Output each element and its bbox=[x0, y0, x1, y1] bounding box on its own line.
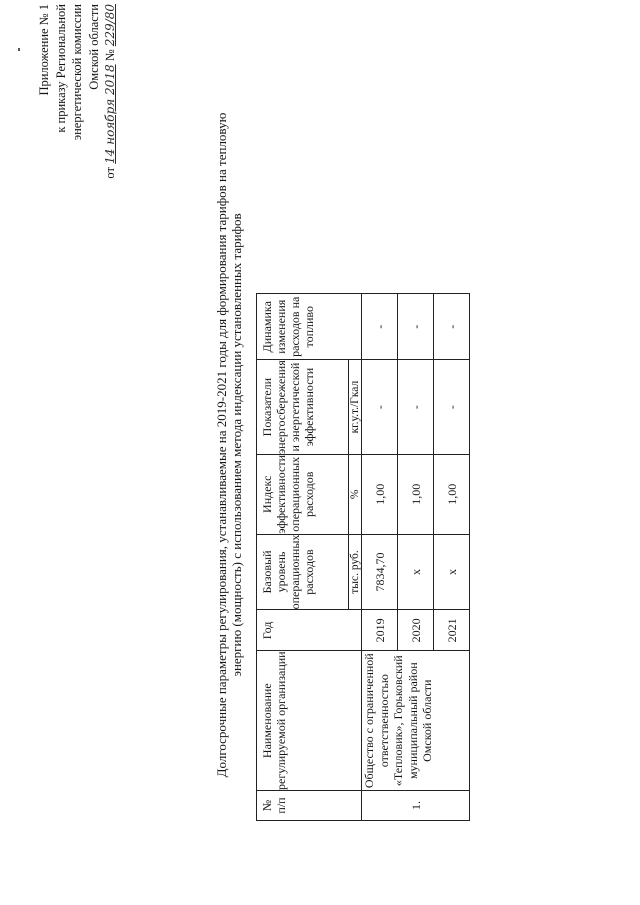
header-base-level: Базовый уровень операционных расходов bbox=[257, 534, 349, 610]
table-row bbox=[362, 294, 398, 821]
cell-efficiency-index: 1,00 bbox=[434, 454, 470, 534]
unit-efficiency-index: % bbox=[349, 454, 362, 534]
cell-efficiency-index: 1,00 bbox=[362, 454, 398, 534]
margin-mark bbox=[18, 48, 20, 51]
cell-energy-saving: - bbox=[398, 360, 434, 455]
cell-year: 2021 bbox=[434, 610, 470, 651]
header-efficiency-index: Индекс эффективности операционных расходов bbox=[257, 454, 349, 534]
header-organization: Наименование регулируемой организации bbox=[257, 651, 362, 791]
cell-fuel-dynamics: - bbox=[362, 294, 398, 360]
cell-base-level: х bbox=[434, 534, 470, 610]
cell-efficiency-index: 1,00 bbox=[398, 454, 434, 534]
header-fuel-dynamics: Динамика изменения расходов на топливо bbox=[257, 294, 362, 360]
cell-base-level: 7834,70 bbox=[362, 534, 398, 610]
appendix-commission: энергетической комиссии bbox=[70, 4, 84, 141]
cell-fuel-dynamics: - bbox=[398, 294, 434, 360]
appendix-order-ref: к приказу Региональной bbox=[53, 4, 68, 133]
number-prefix: № bbox=[103, 49, 117, 62]
organization-name: Общество с ограниченной ответственностью «Тепловик», Горьковский муниципальный район Омской области bbox=[362, 651, 470, 791]
cell-energy-saving: - bbox=[362, 360, 398, 455]
appendix-date-line bbox=[102, 4, 119, 219]
cell-year: 2019 bbox=[362, 610, 398, 651]
appendix-title: Приложение № 1 bbox=[37, 4, 51, 96]
table-header-row bbox=[257, 294, 349, 821]
appendix-header bbox=[36, 4, 119, 219]
cell-base-level: х bbox=[398, 534, 434, 610]
cell-energy-saving: - bbox=[434, 360, 470, 455]
unit-base-level: тыс. руб. bbox=[349, 534, 362, 610]
header-energy-saving: Показатели энергосбережения и энергетической эффективности bbox=[257, 360, 349, 455]
cell-year: 2020 bbox=[398, 610, 434, 651]
row-index: 1. bbox=[362, 791, 470, 821]
handwritten-number: 229/80 bbox=[103, 4, 117, 47]
header-year: Год bbox=[257, 610, 362, 651]
document-title bbox=[214, 45, 244, 845]
tariff-parameters-table bbox=[256, 293, 470, 821]
handwritten-date: 14 ноября 2018 bbox=[103, 64, 117, 164]
title-line-2: энергию (мощность) с использованием метода индексации установленных тарифов bbox=[229, 213, 244, 677]
cell-fuel-dynamics: - bbox=[434, 294, 470, 360]
unit-energy-saving: кг.у.т./Гкал bbox=[349, 360, 362, 455]
date-prefix: от bbox=[103, 167, 117, 179]
appendix-region: Омской области bbox=[86, 4, 101, 90]
header-number: № п/п bbox=[257, 791, 362, 821]
title-line-1: Долгосрочные параметры регулирования, устанавливаемые на 2019-2021 годы для формирования тарифов на тепловую bbox=[214, 112, 229, 778]
